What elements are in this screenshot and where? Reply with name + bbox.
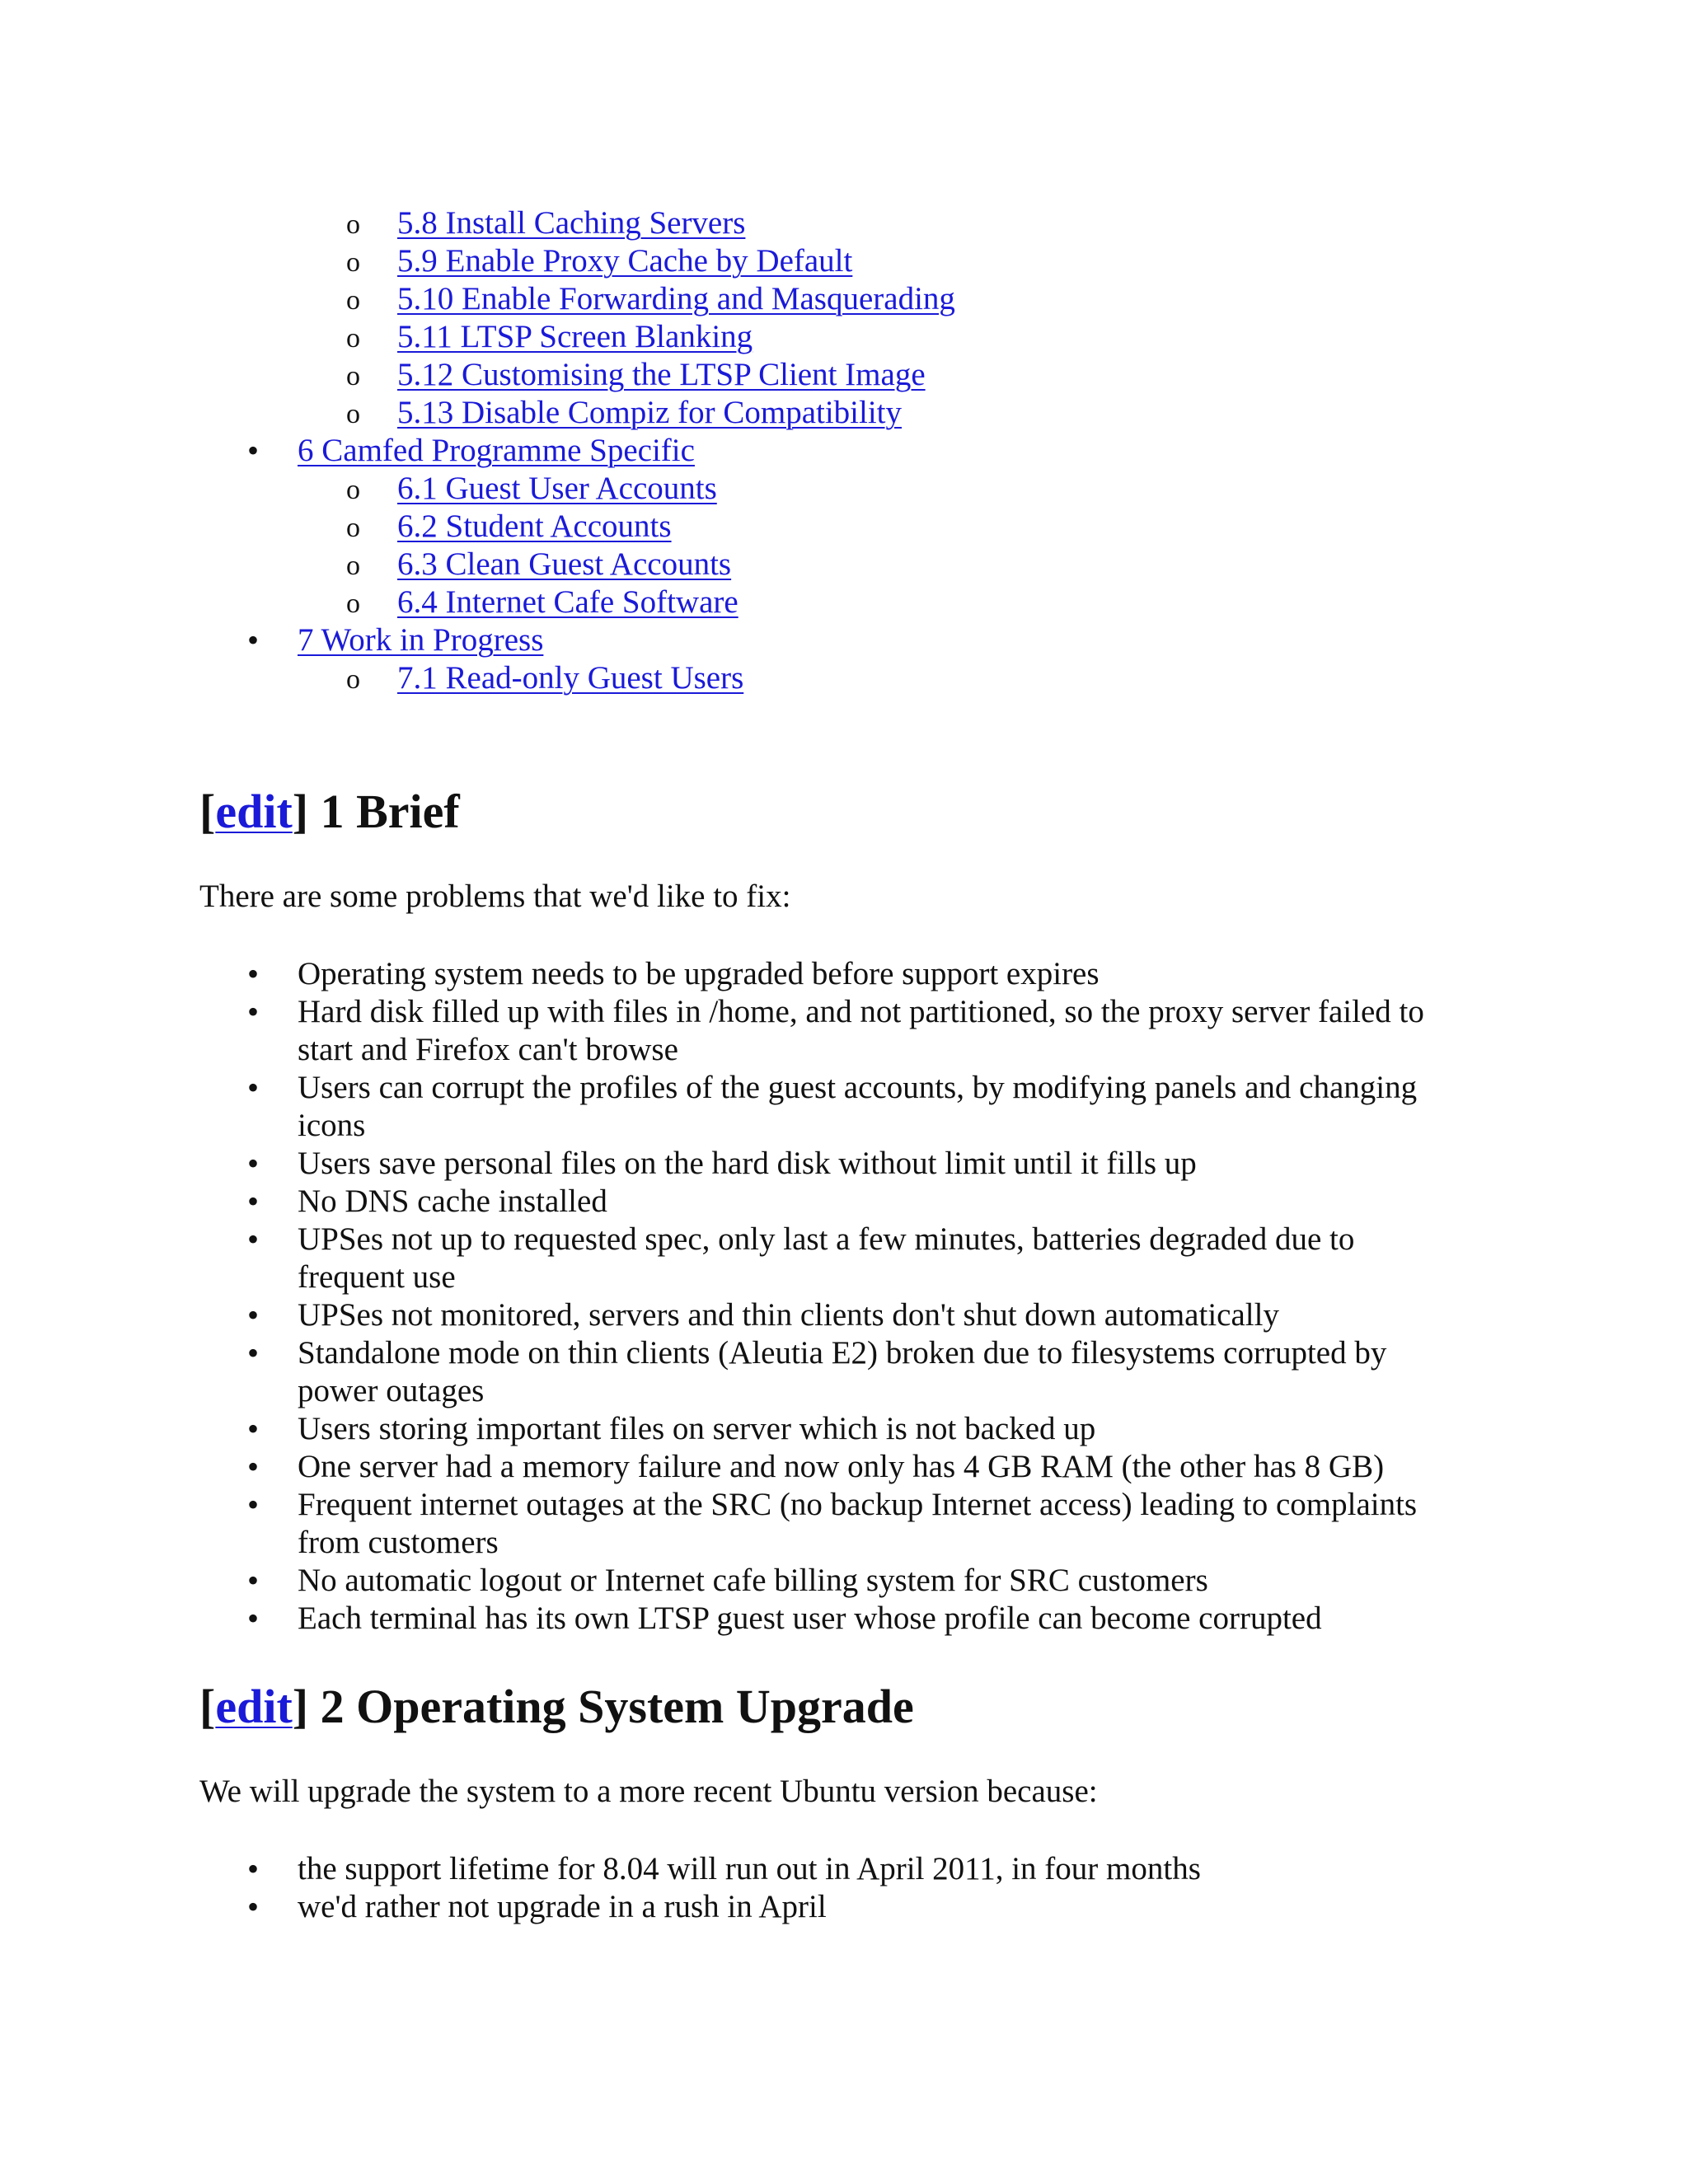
toc-link[interactable]: 6 Camfed Programme Specific: [298, 433, 695, 468]
list-item: [0, 1296, 1566, 1334]
edit-bracket-open: [: [199, 785, 216, 838]
list-item: [0, 1448, 1566, 1486]
bullet-circle-icon: o: [346, 285, 360, 316]
bullet-disc-icon: •: [247, 1183, 260, 1220]
bullet-disc-icon: •: [247, 1562, 260, 1599]
list-item-text: Users can corrupt the profiles of the guest accounts, by modifying panels and changing icons: [298, 1070, 1418, 1143]
toc-link[interactable]: 6.1 Guest User Accounts: [397, 471, 717, 506]
bullet-disc-icon: •: [247, 993, 260, 1030]
list-item: [0, 1183, 1566, 1221]
bullet-disc-icon: •: [247, 1888, 260, 1925]
toc-link[interactable]: 5.13 Disable Compiz for Compatibility: [397, 395, 903, 430]
bullet-circle-icon: o: [346, 399, 360, 429]
brief-intro-paragraph: There are some problems that we'd like to fix:: [199, 879, 791, 914]
table-of-contents: [0, 204, 1566, 697]
bullet-disc-icon: •: [247, 621, 260, 658]
edit-link-upgrade[interactable]: edit: [215, 1680, 293, 1733]
bullet-disc-icon: •: [247, 1850, 260, 1887]
toc-item: [0, 394, 1566, 432]
upgrade-intro-paragraph: We will upgrade the system to a more recent Ubuntu version because:: [199, 1774, 1098, 1809]
list-item-text: No automatic logout or Internet cafe billing system for SRC customers: [298, 1563, 1208, 1598]
toc-item: [0, 318, 1566, 356]
toc-item: [0, 280, 1566, 318]
list-item-text: Users storing important files on server which is not backed up: [298, 1411, 1096, 1446]
toc-link[interactable]: 6.3 Clean Guest Accounts: [397, 546, 732, 582]
toc-link[interactable]: 7 Work in Progress: [298, 622, 544, 658]
list-item: [0, 1334, 1566, 1410]
list-item-text: Each terminal has its own LTSP guest user whose profile can become corrupted: [298, 1601, 1322, 1636]
section-heading-brief: [199, 783, 460, 841]
toc-link[interactable]: 5.12 Customising the LTSP Client Image: [397, 357, 926, 392]
list-item-text: the support lifetime for 8.04 will run out in April 2011, in four months: [298, 1851, 1201, 1886]
bullet-circle-icon: o: [346, 588, 360, 619]
edit-link-brief[interactable]: edit: [215, 785, 293, 838]
toc-item: [0, 659, 1566, 697]
list-item: [0, 955, 1566, 993]
bullet-circle-icon: o: [346, 513, 360, 543]
list-item-text: UPSes not monitored, servers and thin clients don't shut down automatically: [298, 1297, 1279, 1333]
bullet-disc-icon: •: [247, 1296, 260, 1333]
list-item: [0, 1145, 1566, 1183]
bullet-disc-icon: •: [247, 1486, 260, 1523]
list-item-text: Standalone mode on thin clients (Aleutia E2) broken due to filesystems corrupted by power outages: [298, 1335, 1387, 1408]
toc-item: [0, 204, 1566, 242]
bullet-circle-icon: o: [346, 664, 360, 695]
toc-link[interactable]: 5.8 Install Caching Servers: [397, 205, 746, 241]
list-item-text: Frequent internet outages at the SRC (no backup Internet access) leading to complaints from customers: [298, 1487, 1418, 1560]
list-item-text: One server had a memory failure and now only has 4 GB RAM (the other has 8 GB): [298, 1449, 1385, 1484]
list-item: [0, 1600, 1566, 1638]
bullet-circle-icon: o: [346, 551, 360, 581]
toc-link[interactable]: 6.2 Student Accounts: [397, 509, 672, 544]
toc-item: [0, 621, 1566, 659]
toc-link[interactable]: 5.11 LTSP Screen Blanking: [397, 319, 753, 354]
toc-item: [0, 242, 1566, 280]
bullet-disc-icon: •: [247, 1600, 260, 1637]
toc-item: [0, 470, 1566, 508]
list-item: [0, 1069, 1566, 1145]
list-item: [0, 1221, 1566, 1296]
list-item-text: Users save personal files on the hard disk without limit until it fills up: [298, 1146, 1197, 1181]
list-item: [0, 1562, 1566, 1600]
section-title-upgrade: 2 Operating System Upgrade: [308, 1680, 914, 1733]
toc-item: [0, 508, 1566, 546]
upgrade-reason-list: [0, 1850, 1566, 1926]
toc-link[interactable]: 5.9 Enable Proxy Cache by Default: [397, 243, 853, 279]
list-item-text: No DNS cache installed: [298, 1183, 607, 1219]
list-item: [0, 1486, 1566, 1562]
bullet-disc-icon: •: [247, 1069, 260, 1106]
toc-item: [0, 546, 1566, 583]
list-item: [0, 1850, 1566, 1888]
toc-link[interactable]: 7.1 Read-only Guest Users: [397, 660, 744, 696]
toc-link[interactable]: 6.4 Internet Cafe Software: [397, 584, 738, 620]
list-item-text: UPSes not up to requested spec, only last a few minutes, batteries degraded due to frequent use: [298, 1221, 1355, 1295]
list-item: [0, 1410, 1566, 1448]
bullet-circle-icon: o: [346, 361, 360, 391]
list-item-text: we'd rather not upgrade in a rush in April: [298, 1889, 827, 1924]
bullet-disc-icon: •: [247, 1145, 260, 1182]
toc-item: [0, 356, 1566, 394]
section-title-brief: 1 Brief: [308, 785, 460, 838]
toc-item: [0, 583, 1566, 621]
list-item-text: Operating system needs to be upgraded before support expires: [298, 956, 1100, 991]
section-heading-upgrade: [199, 1678, 914, 1736]
edit-bracket-open: [: [199, 1680, 216, 1733]
list-item-text: Hard disk filled up with files in /home, and not partitioned, so the proxy server failed to start and Firefox can't browse: [298, 994, 1424, 1067]
bullet-disc-icon: •: [247, 1221, 260, 1258]
bullet-circle-icon: o: [346, 247, 360, 278]
bullet-circle-icon: o: [346, 323, 360, 354]
list-item: [0, 1888, 1566, 1926]
edit-bracket-close: ]: [292, 1680, 309, 1733]
bullet-disc-icon: •: [247, 955, 260, 992]
bullet-circle-icon: o: [346, 209, 360, 240]
bullet-circle-icon: o: [346, 475, 360, 505]
bullet-disc-icon: •: [247, 1410, 260, 1447]
toc-item: [0, 432, 1566, 470]
edit-bracket-close: ]: [292, 785, 309, 838]
bullet-disc-icon: •: [247, 1448, 260, 1485]
toc-link[interactable]: 5.10 Enable Forwarding and Masquerading: [397, 281, 955, 316]
list-item: [0, 993, 1566, 1069]
bullet-disc-icon: •: [247, 432, 260, 469]
brief-problem-list: [0, 955, 1566, 1638]
bullet-disc-icon: •: [247, 1334, 260, 1371]
